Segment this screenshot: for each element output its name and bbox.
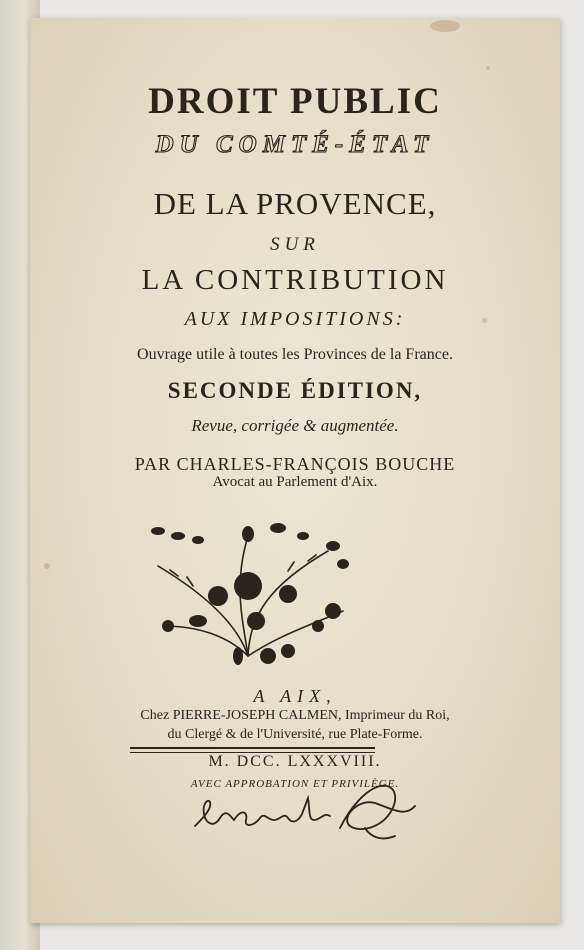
- imprint-address: du Clergé & de l'Université, rue Plate-Forme.: [167, 727, 423, 742]
- imprint-printer: Chez PIERRE-JOSEPH CALMEN, Imprimeur du Roi,: [140, 708, 450, 723]
- author-name: PAR CHARLES-FRANÇOIS BOUCHE: [134, 454, 456, 474]
- edition-note: Revue, corrigée & augmentée.: [191, 416, 399, 435]
- book-region: DE LA PROVENCE,: [153, 186, 437, 221]
- imprint-privilege: AVEC APPROBATION ET PRIVILÈGE.: [190, 778, 400, 790]
- flower-bouquet-icon: [138, 516, 358, 671]
- foxing-spot: [486, 66, 490, 70]
- book-impositions: AUX IMPOSITIONS:: [184, 308, 406, 330]
- book-title: DROIT PUBLIC: [148, 81, 442, 122]
- edition-label: SECONDE ÉDITION,: [167, 378, 423, 403]
- book-sur: SUR: [270, 234, 320, 255]
- book-description: Ouvrage utile à toutes les Provinces de la France.: [137, 346, 453, 363]
- book-subtitle: DU COMTÉ-ÉTAT: [155, 131, 435, 158]
- imprint-date: M. DCC. LXXXVIII.: [208, 753, 382, 770]
- title-page: [30, 18, 560, 923]
- foxing-spot: [44, 563, 50, 569]
- author-title: Avocat au Parlement d'Aix.: [212, 474, 378, 490]
- foxing-spot: [430, 20, 460, 32]
- imprint-place: A AIX,: [253, 686, 337, 706]
- book-contribution: LA CONTRIBUTION: [141, 264, 449, 296]
- handwritten-signature-icon: [190, 778, 420, 846]
